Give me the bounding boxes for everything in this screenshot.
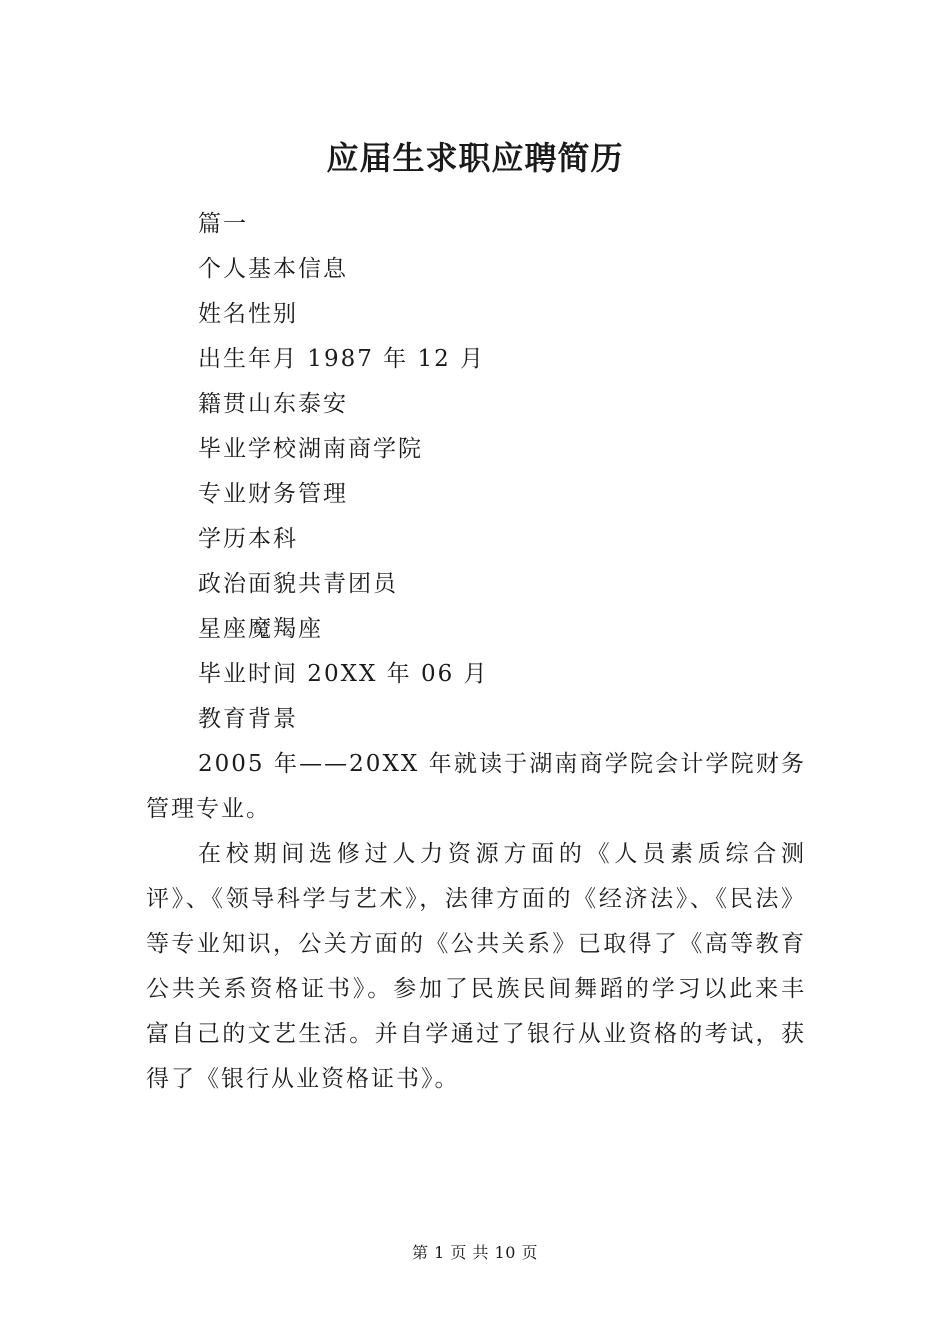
info-major: 专业财务管理 <box>198 481 348 507</box>
section-heading: 篇一 <box>198 211 248 237</box>
education-heading: 教育背景 <box>198 706 298 732</box>
document-body <box>146 202 806 1102</box>
info-political-status: 政治面貌共青团员 <box>198 571 398 597</box>
info-hometown: 籍贯山东泰安 <box>198 391 348 417</box>
document-title: 应届生求职应聘简历 <box>326 139 624 177</box>
info-name-gender: 姓名性别 <box>198 301 298 327</box>
info-heading: 个人基本信息 <box>198 256 348 282</box>
info-graduation-date: 毕业时间 20XX 年 06 月 <box>198 661 489 687</box>
coursework-paragraph: 在校期间选修过人力资源方面的《人员素质综合测评》、《领导科学与艺术》，法律方面的《经济法》、《民法》等专业知识，公关方面的《公共关系》已取得了《高等教育公共关系资格证书》。参加了民族民间舞蹈的学习以此来丰富自己的文艺生活。并自学通过了银行从业资格的考试，获得了《银行从业资格证书》。 <box>146 841 806 1092</box>
page-footer: 第 1 页 共 10 页 <box>412 1243 538 1262</box>
info-zodiac: 星座魔羯座 <box>198 616 323 642</box>
education-paragraph: 2005 年——20XX 年就读于湖南商学院会计学院财务管理专业。 <box>146 751 806 822</box>
info-school: 毕业学校湖南商学院 <box>198 436 423 462</box>
info-degree: 学历本科 <box>198 526 298 552</box>
info-birth: 出生年月 1987 年 12 月 <box>198 346 486 372</box>
